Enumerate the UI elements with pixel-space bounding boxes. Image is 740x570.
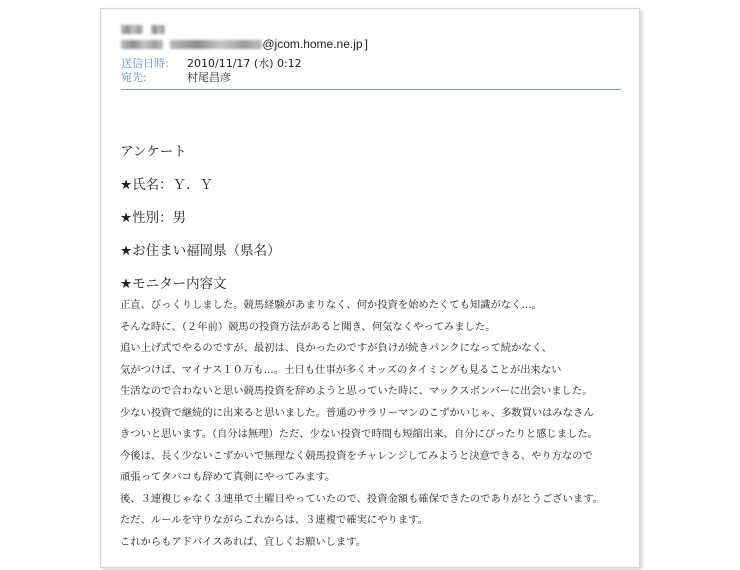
sent-label: 送信日時: — [121, 57, 169, 70]
to-value: 村尾昌彦 — [187, 71, 231, 84]
body-line: 正直、びっくりしました。競馬経験があまりなく、何か投資を始めたくても知識がなく…。 — [120, 299, 542, 311]
body-line: 今後は、長く少ないこずかいで無理なく競馬投資をチャレンジしてみようと決意できる、やり方なので — [120, 449, 593, 462]
residence-field: ★お住まい福岡県（県名） — [120, 243, 281, 259]
body-line: これからもアドバイスあれば、宜しくお願いします。 — [120, 535, 366, 548]
sent-value: 2010/11/17 (水) 0:12 — [187, 57, 302, 70]
redacted-text — [121, 25, 143, 34]
body-line: そんな時に、（２年前）競馬の投資方法があると聞き、何気なくやってみました。 — [120, 320, 496, 333]
monitor-heading: ★モニター内容文 — [120, 276, 227, 292]
to-label: 宛先: — [121, 71, 147, 84]
monitor-text — [120, 295, 630, 553]
sender-name-redacted — [121, 19, 621, 37]
email-page — [100, 8, 640, 568]
body-line: 追い上げ式でやるのですが、最初は、良かったのですが負けが続きパンクになって続かなく、 — [120, 342, 553, 354]
header-divider — [121, 89, 621, 90]
survey-title: アンケート — [120, 144, 187, 160]
redacted-text — [151, 25, 165, 34]
email-body — [120, 143, 630, 553]
redacted-text — [121, 40, 163, 49]
body-line: きついと思います。（自分は無理）ただ、少ない投資で時間も短縮出来、自分にぴったりと感じました。 — [120, 428, 598, 440]
name-field: ★氏名：Ｙ．Ｙ — [120, 177, 214, 193]
sent-row — [121, 57, 621, 71]
body-line: 少ない投資で継続的に出来ると思いました。普通のサラリーマンのこずかいじゃ、多数買いはみなさん — [120, 406, 594, 419]
body-line: ただ、ルールを守りながらこれからは、３連複で確実にやります。 — [120, 514, 428, 526]
sender-address-suffix: @jcom.home.ne.jp — [262, 37, 363, 51]
sender-address-bracket: ] — [364, 37, 368, 51]
to-row — [121, 71, 621, 85]
body-line: 後、３連複じゃなく３連単で土曜日やっていたので、投資金額も確保できたのでありがとうございます。 — [120, 492, 603, 505]
redacted-text — [170, 40, 262, 49]
gender-field: ★性別：男 — [120, 210, 187, 226]
sender-address — [121, 37, 621, 57]
email-header — [121, 19, 621, 90]
body-line: 生活なので合わないと思い競馬投資を辞めようと思っていた時に、マックスボンバーに出会いました。 — [120, 385, 593, 397]
body-line: 気がつけば、マイナス１０万も…。土日も仕事が多くオッズのタイミングも見ることが出来ない — [120, 363, 562, 376]
body-line: 頑張ってタバコも辞めて真剣にやってみます。 — [120, 471, 336, 483]
